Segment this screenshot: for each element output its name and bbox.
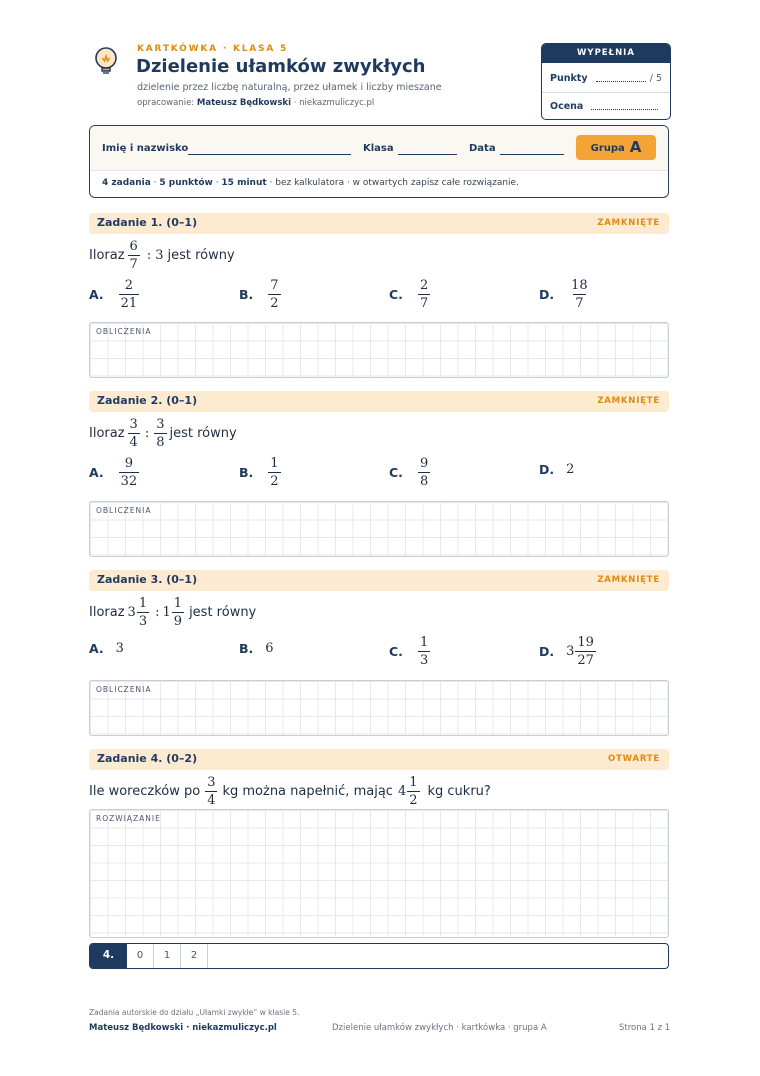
task-1-type: ZAMKNIĘTE (597, 218, 660, 228)
option-letter: C. (389, 465, 403, 480)
task-3-header (89, 570, 669, 591)
footer-note: Zadania autorskie do działu „Ułamki zwykłe” w klasie 5. (89, 1008, 300, 1017)
whole-part: 3 (127, 605, 136, 620)
grade-field[interactable] (591, 102, 658, 110)
option-letter: A. (89, 287, 104, 302)
task-1-divisor: 3 (155, 248, 164, 263)
student-info-box (89, 125, 669, 198)
task-3-suffix: jest równy (189, 605, 257, 620)
numerator: 3 (207, 775, 216, 790)
denominator: 9 (173, 614, 183, 629)
name-label: Imię i nazwisko (102, 143, 189, 154)
option-value: 6 (265, 641, 274, 656)
task-2-header (89, 391, 669, 412)
option-value: 2 (566, 462, 575, 477)
task-4-score-bar (89, 943, 669, 969)
task-2-suffix: jest równy (169, 426, 237, 441)
date-label: Data (469, 143, 496, 154)
footer-author: Mateusz Będkowski · niekazmuliczyc.pl (89, 1023, 277, 1033)
task-4-mixed-number (398, 776, 423, 807)
task-1-prefix: Iloraz (89, 248, 125, 263)
task-4-text-b: kg można napełnić, mając (222, 784, 393, 799)
task-1-fraction (128, 240, 140, 271)
numerator: 1 (409, 775, 418, 790)
denominator: 2 (270, 474, 279, 489)
page-number: Strona 1 z 1 (619, 1023, 671, 1033)
task-1-option-b[interactable] (239, 279, 284, 310)
score-task-label: 4. (90, 944, 127, 968)
option-fraction (119, 279, 140, 310)
score-cell-2[interactable]: 2 (181, 944, 208, 968)
fraction-part (407, 776, 419, 807)
class-label: Klasa (363, 143, 394, 154)
option-fraction (418, 279, 430, 310)
summary-rest: · bez kalkulatora · w otwartych zapisz całe rozwiązanie. (269, 178, 519, 188)
task-2-prefix: Iloraz (89, 426, 125, 441)
task-1-option-a[interactable] (89, 279, 142, 310)
whole-part: 4 (397, 784, 407, 799)
numerator: 9 (419, 456, 429, 471)
task-3-mixed-2 (163, 597, 188, 628)
lightbulb-icon (90, 44, 122, 76)
task-4-text-c: kg cukru? (427, 784, 491, 799)
task-1-option-d[interactable] (539, 279, 593, 310)
task-3-option-d[interactable] (539, 636, 599, 667)
task-2-option-d[interactable] (539, 462, 574, 477)
numerator: 1 (419, 635, 429, 650)
task-2-fraction-1 (128, 418, 140, 449)
task-3-question (89, 597, 256, 628)
worksheet-kicker: KARTKÓWKA · KLASA 5 (137, 44, 289, 54)
task-4-question (89, 776, 491, 807)
option-letter: A. (89, 641, 104, 656)
summary-time: 15 minut (221, 178, 267, 188)
numerator: 9 (124, 456, 134, 471)
points-row (550, 73, 662, 84)
numerator: 1 (270, 456, 279, 471)
task-2-option-c[interactable] (389, 457, 433, 488)
option-fraction (569, 279, 590, 310)
option-fraction (119, 457, 140, 488)
task-2-fraction-2 (154, 418, 166, 449)
work-area-label: OBLICZENIA (96, 506, 152, 515)
option-value: 3 (115, 641, 124, 656)
solution-area-label: ROZWIĄZANIE (96, 814, 161, 823)
task-1-option-c[interactable] (389, 279, 433, 310)
task-3-title: Zadanie 3. (0–1) (97, 573, 198, 586)
task-2-option-a[interactable] (89, 457, 142, 488)
class-field[interactable] (398, 154, 457, 155)
fraction-part (137, 597, 149, 628)
points-max: / 5 (649, 73, 662, 84)
score-cell-0[interactable]: 0 (127, 944, 154, 968)
task-1-suffix: jest równy (167, 248, 235, 263)
teacher-box (541, 43, 671, 120)
option-letter: D. (539, 287, 555, 302)
task-2-type: ZAMKNIĘTE (597, 396, 660, 406)
summary-tasks: 4 zadania (102, 178, 151, 188)
task-3-work-area[interactable] (89, 680, 669, 736)
task-4-fraction (205, 776, 217, 807)
fraction-part (575, 636, 596, 667)
task-4-text-a: Ile woreczków po (89, 784, 201, 799)
option-fraction (418, 636, 430, 667)
denominator: 7 (575, 296, 584, 311)
work-area-label: OBLICZENIA (96, 685, 152, 694)
credit-site: · niekazmuliczyc.pl (293, 98, 375, 108)
denominator: 4 (129, 435, 138, 450)
group-badge (576, 135, 656, 160)
task-4-title: Zadanie 4. (0–2) (97, 752, 198, 765)
denominator: 4 (207, 793, 216, 808)
credit-line (137, 98, 374, 108)
task-1-question (89, 240, 235, 271)
option-letter: A. (89, 465, 104, 480)
date-field[interactable] (500, 154, 564, 155)
group-label: Grupa (590, 143, 625, 154)
summary-points: 5 punktów (159, 178, 213, 188)
numerator: 19 (577, 635, 594, 650)
fraction-part (172, 597, 184, 628)
page-title: Dzielenie ułamków zwykłych (136, 56, 426, 77)
option-fraction (418, 457, 430, 488)
teacher-box-divider (542, 92, 670, 93)
task-3-option-b[interactable] (239, 641, 274, 656)
task-2-title: Zadanie 2. (0–1) (97, 394, 198, 407)
numerator: 18 (571, 278, 588, 293)
whole-part: 3 (566, 644, 575, 659)
task-2-work-area[interactable] (89, 501, 669, 557)
option-fraction (268, 279, 280, 310)
denominator: 3 (138, 614, 148, 629)
task-4-type: OTWARTE (608, 754, 660, 764)
option-fraction (268, 457, 280, 488)
denominator: 32 (120, 474, 138, 489)
denominator: 3 (419, 653, 429, 668)
grade-label: Ocena (550, 101, 584, 112)
denominator: 7 (129, 257, 138, 272)
denominator: 8 (419, 474, 429, 489)
whole-part: 1 (162, 605, 171, 620)
option-mixed-number (566, 636, 599, 667)
points-field[interactable] (596, 74, 646, 82)
task-3-prefix: Iloraz (89, 605, 125, 620)
teacher-box-heading: WYPEŁNIA NAUCZYCIEL (542, 44, 670, 63)
option-letter: D. (539, 644, 555, 659)
denominator: 2 (270, 296, 279, 311)
denominator: 21 (120, 296, 138, 311)
grade-row (550, 101, 662, 112)
division-sign: : (144, 426, 150, 441)
task-1-work-area[interactable] (89, 322, 669, 378)
credit-prefix: opracowanie: (137, 98, 195, 108)
name-field[interactable] (188, 154, 351, 155)
option-letter: B. (239, 465, 254, 480)
credit-author: Mateusz Będkowski (196, 98, 292, 108)
task-4-solution-area[interactable] (89, 809, 669, 938)
task-3-mixed-1 (128, 597, 153, 628)
option-letter: B. (239, 287, 254, 302)
group-value: A (629, 138, 642, 156)
task-3-option-a[interactable] (89, 641, 124, 656)
task-2-question (89, 418, 237, 449)
option-letter: B. (239, 641, 254, 656)
option-letter: D. (539, 462, 555, 477)
task-1-header (89, 213, 669, 234)
numerator: 2 (124, 278, 134, 293)
denominator: 7 (419, 296, 429, 311)
denominator: 27 (577, 653, 594, 668)
division-sign: : (146, 248, 152, 263)
points-label: Punkty (550, 73, 588, 84)
numerator: 1 (138, 596, 148, 611)
option-letter: C. (389, 287, 403, 302)
denominator: 8 (156, 435, 165, 450)
option-letter: C. (389, 644, 403, 659)
task-4-header (89, 749, 669, 770)
work-area-label: OBLICZENIA (96, 327, 152, 336)
numerator: 3 (129, 417, 138, 432)
numerator: 6 (129, 239, 138, 254)
student-info-fields (90, 126, 668, 171)
footer-center: Dzielenie ułamków zwykłych · kartkówka · grupa A (332, 1023, 547, 1033)
division-sign: : (155, 605, 160, 620)
denominator: 2 (409, 793, 418, 808)
task-3-option-c[interactable] (389, 636, 433, 667)
task-1-title: Zadanie 1. (0–1) (97, 216, 198, 229)
task-3-type: ZAMKNIĘTE (597, 575, 660, 585)
page-subtitle: dzielenie przez liczbę naturalną, przez ułamek i liczby mieszane (137, 82, 442, 93)
numerator: 3 (156, 417, 165, 432)
numerator: 1 (173, 596, 183, 611)
task-2-option-b[interactable] (239, 457, 284, 488)
numerator: 7 (270, 278, 279, 293)
numerator: 2 (419, 278, 429, 293)
score-cell-1[interactable]: 1 (154, 944, 181, 968)
test-summary: 4 zadania · 5 punktów · 15 minut · bez kalkulatora · w otwartych zapisz całe rozwiązanie. (102, 178, 519, 188)
